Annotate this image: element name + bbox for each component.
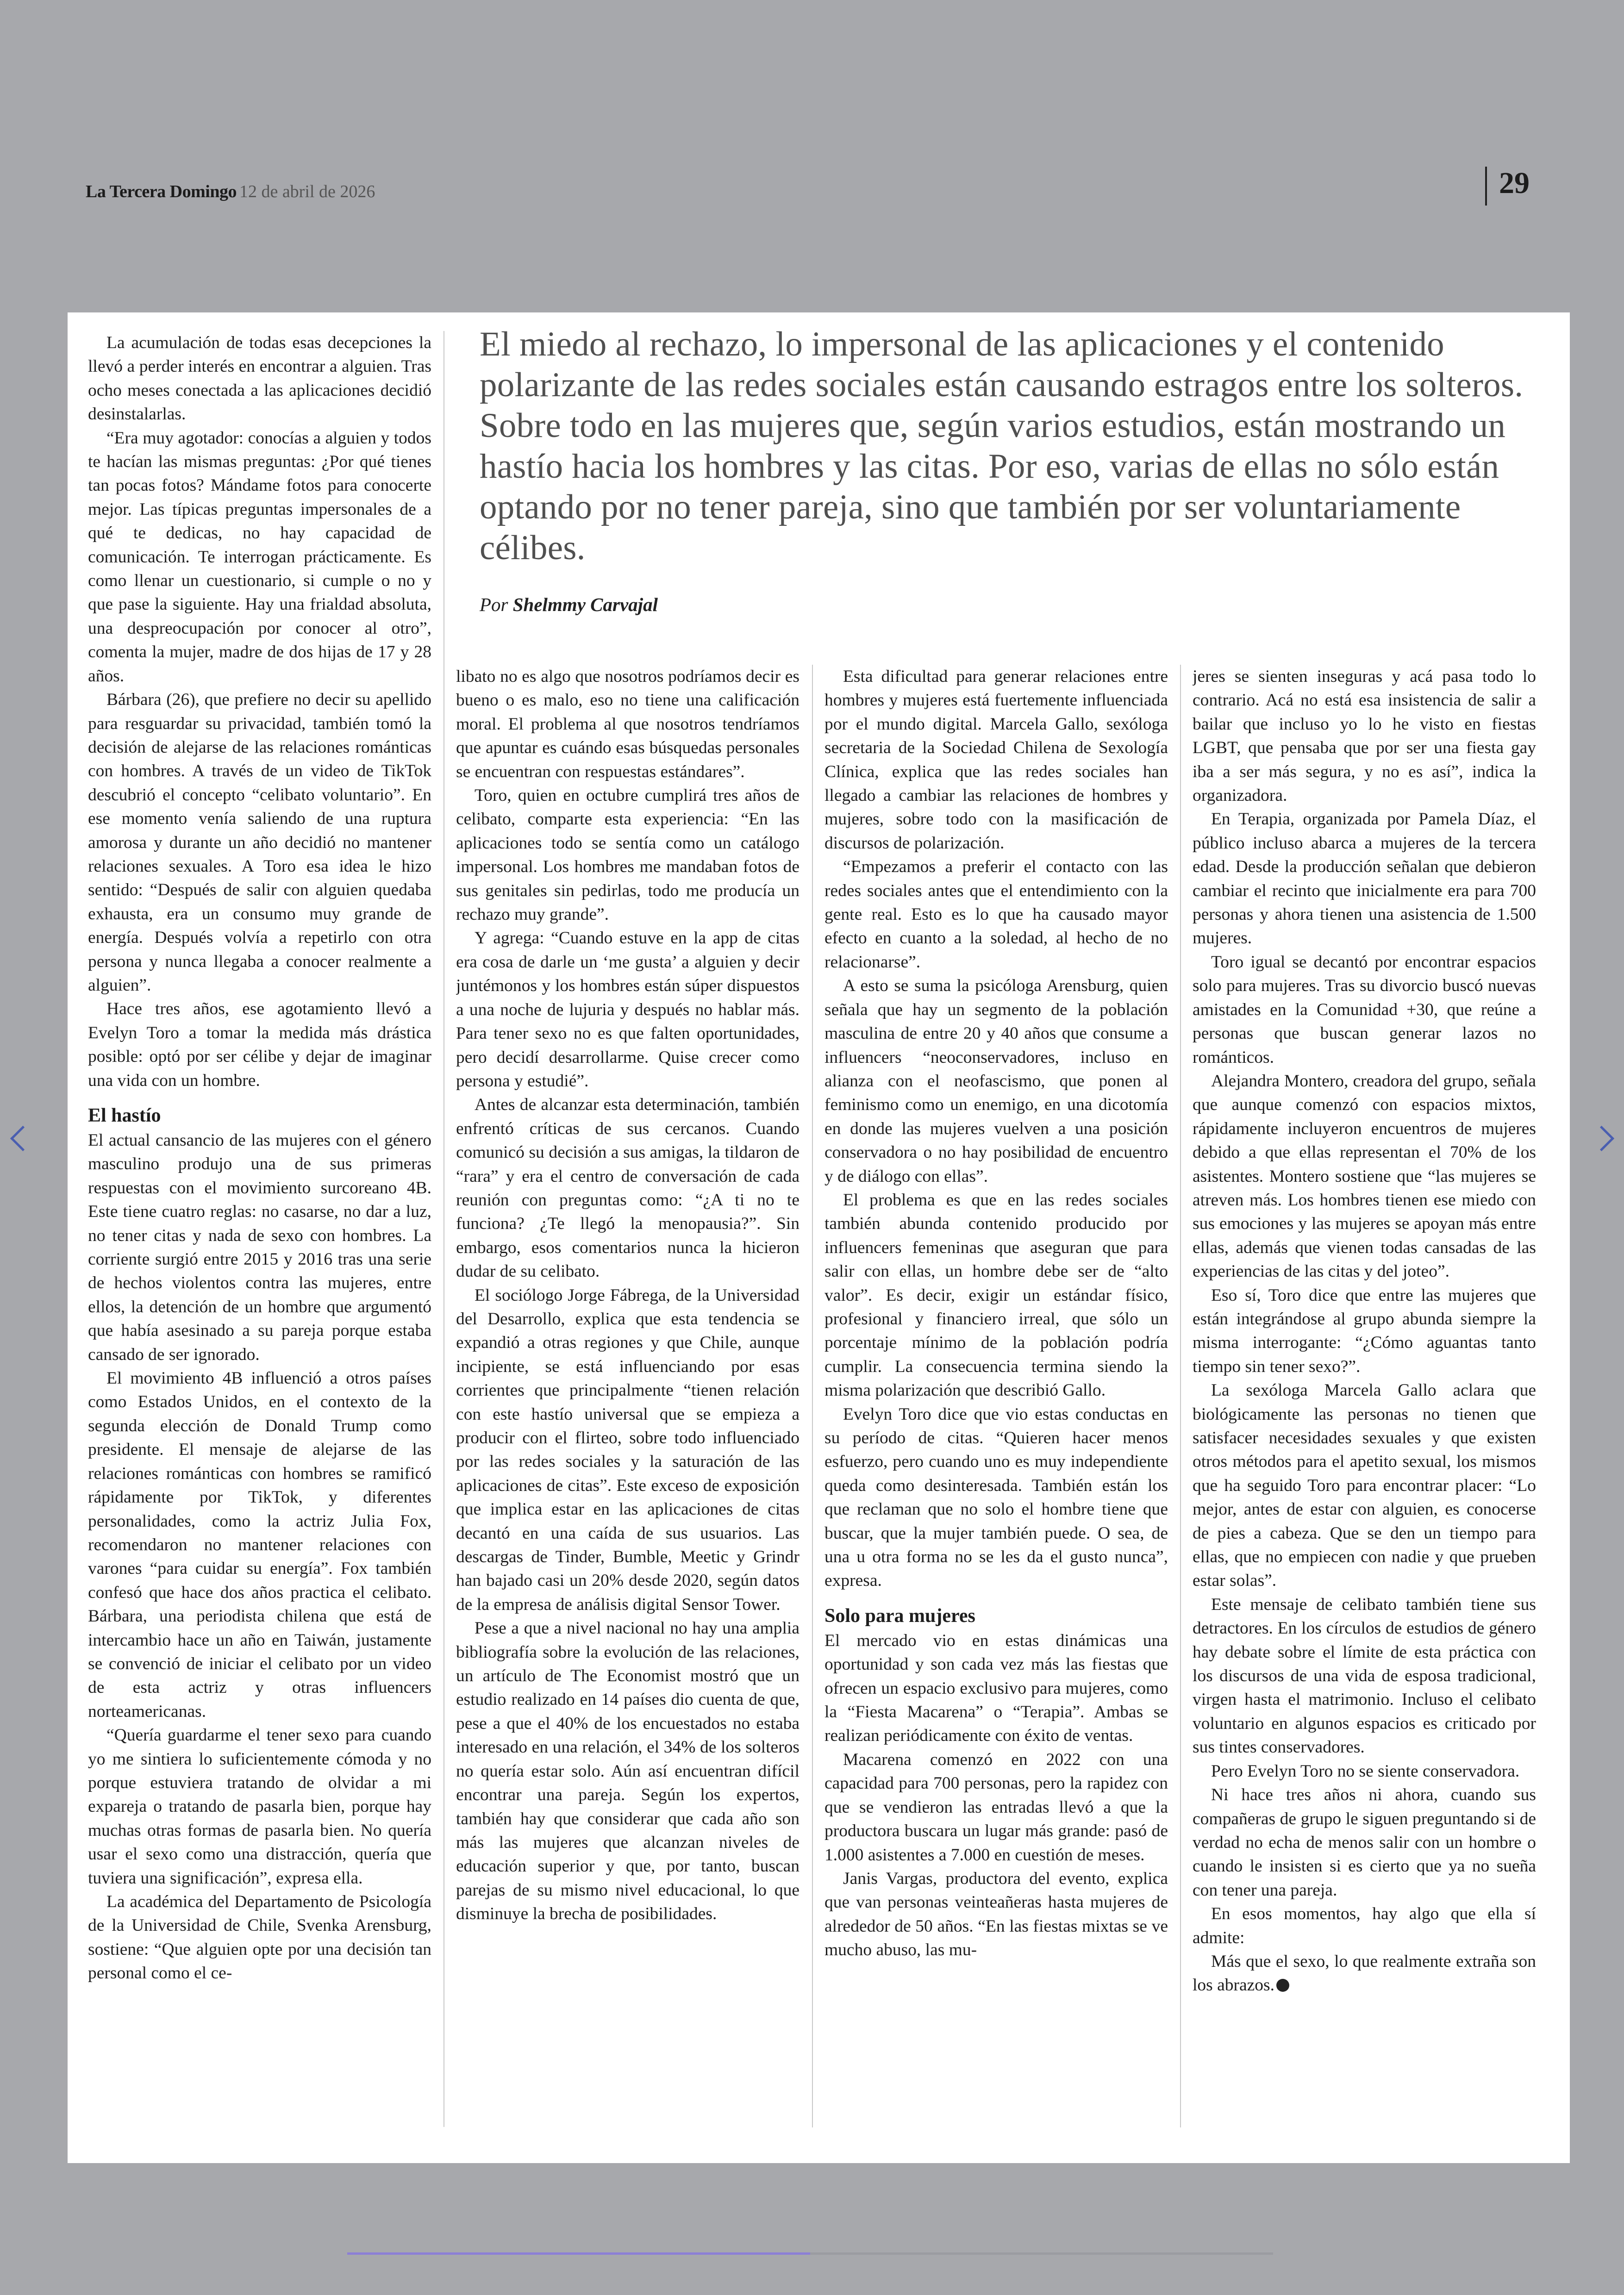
article-column-2 [456, 665, 800, 2127]
paragraph: Pero Evelyn Toro no se siente conservadora. [1211, 1761, 1520, 1781]
paragraph: Hace tres años, ese agotamiento llevó a Evelyn Toro a tomar la medida más drástica posible: optó por ser célibe y dejar de imaginar una vida con un hombre. [88, 999, 431, 1090]
paragraph: libato no es algo que nosotros podríamos decir es bueno o es malo, eso no tiene una calificación moral. El problema al que nosotros tendríamos que apuntar es cuándo esas búsquedas personales se encuentran con respuestas estándares”. [456, 667, 800, 781]
paragraph: La acumulación de todas esas decepciones la llevó a perder interés en encontrar a alguien. Tras ocho meses conectada a las aplicaciones decidió desinstalarlas. [88, 333, 431, 424]
paragraph: La académica del Departamento de Psicología de la Universidad de Chile, Svenka Arensburg, sostiene: “Que alguien opte por una decisión tan personal como el ce- [88, 1892, 431, 1983]
paragraph: En esos momentos, hay algo que ella sí admite: [1193, 1904, 1536, 1947]
reading-progress-bar[interactable] [347, 2252, 1273, 2255]
chevron-left-icon[interactable] [10, 1126, 36, 1151]
last-paragraph [1193, 1950, 1536, 1997]
column-divider [812, 665, 813, 2127]
paragraph: Toro, quien en octubre cumplirá tres años de celibato, comparte esta experiencia: “En las aplicaciones todo se sentía como un catálogo impersonal. Los hombres me mandaban fotos de sus genitales sin pedirlas, todo me producía un rechazo muy grande”. [456, 786, 800, 924]
paragraph: Pese a que a nivel nacional no hay una amplia bibliografía sobre la evolución de las relaciones, un artículo de The Economist mostró que un estudio realizado en 14 países dio cuenta de que, pese a que el 40% de los encuestados no estaba interesado en una relación, el 34% de los solteros no quería estar solo. Aún así encuentran difícil encontrar una pareja. Según los expertos, también hay que considerar que cada año son más las mujeres que alcanzan niveles de educación superior y que, por tanto, buscan parejas de su mismo nivel educacional, lo que disminuye la brecha de posibilidades. [456, 1619, 800, 1924]
subheading-solo-para-mujeres: Solo para mujeres [824, 1605, 975, 1627]
paragraph: El actual cansancio de las mujeres con el género masculino produjo una de sus primeras respuestas con el movimiento surcoreano 4B. Este tiene cuatro reglas: no casarse, no dar a luz, no tener citas y nada de sexo con hombres. La corriente surgió entre 2015 y 2016 tras una serie de hechos violentos contra las mujeres, entre ellos, la detención de un hombre que argumentó que había asesinado a su pareja porque estaba cansado de ser ignorado. [88, 1131, 431, 1364]
paragraph: Ni hace tres años ni ahora, cuando sus compañeras de grupo le siguen preguntando si de verdad no echa de menos salir con un hombre o cuando le insisten si es cierto que ya no sueña con tener una pareja. [1193, 1785, 1536, 1900]
paragraph: jeres se sienten inseguras y acá pasa todo lo contrario. Acá no está esa insistencia de salir a bailar que incluso yo lo he visto en fiestas LGBT, que pensaba que por ser una fiesta gay iba a ser más segura, y no es así”, indica la organizadora. [1193, 667, 1536, 805]
article-column-3 [824, 665, 1168, 2127]
end-of-article-icon [1276, 1979, 1289, 1992]
paragraph: Evelyn Toro dice que vio estas conductas en su período de citas. “Quieren hacer menos esfuerzo, pero cuando uno es muy independiente queda como desinteresada. También están los que reclaman que no solo el hombre tiene que buscar, que la mujer también puede. O sea, de una u otra forma no se les da el gusto nunca”, expresa. [824, 1404, 1168, 1590]
paragraph: Alejandra Montero, creadora del grupo, señala que aunque comenzó con espacios mixtos, rápidamente incluyeron encuentros de mujeres debido a que ellas representan el 70% de los asistentes. Montero sostiene que “las mujeres se atreven más. Los hombres tienen ese miedo con sus emociones y las mujeres se apoyan más entre ellas, además que vienen todas cansadas de las experiencias de las citas y del joteo”. [1193, 1071, 1536, 1281]
article-column-4 [1193, 665, 1536, 2127]
paragraph: A esto se suma la psicóloga Arensburg, quien señala que hay un segmento de la población masculina de entre 20 y 40 años que consume a influencers “neoconservadores, incluso en alianza con el neofascismo, que ponen al feminismo como un enemigo, en una dicotomía en donde las mujeres vuelven a una posición conservadora o no hay posibilidad de encuentro y de diálogo con ellas”. [824, 976, 1168, 1186]
masthead [86, 181, 375, 202]
paragraph: Janis Vargas, productora del evento, explica que van personas veinteañeras hasta mujeres de alrededor de 50 años. “En las fiestas mixtas se ve mucho abuso, las mu- [824, 1869, 1168, 1960]
page-header [86, 166, 1539, 218]
page-number: 29 [1499, 166, 1530, 200]
paragraph: Macarena comenzó en 2022 con una capacidad para 700 personas, pero la rapidez con que se vendieron las entradas llevó a que la productora buscara un lugar más grande: pasó de 1.000 asistentes a 7.000 en cuestión de meses. [824, 1750, 1168, 1865]
column-divider [443, 331, 444, 2127]
paragraph: Bárbara (26), que prefiere no decir su apellido para resguardar su privacidad, también tomó la decisión de alejarse de las relaciones románticas con hombres. A través de un video de TikTok descubrió el concepto “celibato voluntario”. En ese momento venía saliendo de una ruptura amorosa y durante un año decidió no mantener relaciones sexuales. A Toro esa idea le hizo sentido: “Después de salir con alguien quedaba exhausta, era un consumo muy grande de energía. Después volvía a repetirlo con otra persona y nunca llegaba a conocer realmente a alguien”. [88, 690, 431, 995]
paragraph: El sociólogo Jorge Fábrega, de la Universidad del Desarrollo, explica que esta tendencia se expandió a otras regiones y que Chile, aunque incipiente, se está influenciando por esas corrientes que principalmente “tienen relación con este hastío universal que se empieza a producir con el flirteo, sobre todo influenciado por las redes sociales y la saturación de las aplicaciones de citas”. Este exceso de exposición que implica estar en las aplicaciones de citas decantó en una caída de sus usuarios. Las descargas de Tinder, Bumble, Meetic y Grindr han bajado casi un 20% desde 2020, según datos de la empresa de análisis digital Sensor Tower. [456, 1285, 800, 1614]
paragraph: Y agrega: “Cuando estuve en la app de citas era cosa de darle un ‘me gusta’ a alguien y decir juntémonos y los hombres están súper dispuestos a una noche de lujuria y después no hablar más. Para tener sexo no es que falten oportunidades, pero decidí desarrollarme. Quise crecer como persona y estudié”. [456, 929, 800, 1091]
paragraph: Antes de alcanzar esta determinación, también enfrentó críticas de sus cercanos. Cuando comunicó su decisión a sus amigas, la tildaron de “rara” y era el centro de conversación de cada reunión con preguntas como: “¿A ti no te funciona? ¿Te llegó la menopausia?”. Sin embargo, esos comentarios nunca la hicieron dudar de su celibato. [456, 1095, 800, 1281]
paragraph: La sexóloga Marcela Gallo aclara que biológicamente las personas no tienen que satisfacer necesidades sexuales y que existen otros métodos para el apetito sexual, los mismos que ha seguido Toro para encontrar placer: “Lo mejor, antes de estar con alguien, es conocerse de pies a cabeza. Que se den un tiempo para ellas, que no empiecen con nadie y que prueben estar solas”. [1193, 1381, 1536, 1590]
paragraph: Este mensaje de celibato también tiene sus detractores. En los círculos de estudios de género hay debate sobre el límite de esta práctica con los discursos de una vida de esposa tradicional, virgen hasta el matrimonio. Incluso el celibato voluntario en algunos espacios es criticado por sus tintes conservadores. [1193, 1595, 1536, 1757]
paragraph: “Quería guardarme el tener sexo para cuando yo me sintiera lo suficientemente cómoda y no porque estuviera tratando de olvidar a mi expareja o tratando de pasarla bien, porque hay muchas otras formas de pasarla bien. No quería usar el sexo como una distracción, quería que tuviera una significación”, expresa ella. [88, 1726, 431, 1888]
article-headline: El miedo al rechazo, lo impersonal de las aplicaciones y el contenido polarizante de las redes sociales están causando estragos entre los solteros. Sobre todo en las mujeres que, según varios estudios, están mostrando un hastío hacia los hombres y las citas. Por eso, varias de ellas no sólo están optando por no tener pareja, sino que también por ser voluntariamente célibes. [480, 325, 1524, 567]
publication-date: 12 de abril de 2026 [239, 182, 375, 201]
author-name: Shelmmy Carvajal [512, 594, 658, 615]
paragraph: El problema es que en las redes sociales también abunda contenido producido por influencers femeninas que aseguran que para salir con ellas, un hombre debe ser de “alto valor”. Es decir, exigir un estándar físico, profesional y financiero irreal, que sólo un porcentaje mínimo de la población podría cumplir. La consecuencia termina siendo la misma polarización que describió Gallo. [824, 1190, 1168, 1400]
page-number-divider [1485, 167, 1487, 206]
column-divider [1180, 665, 1181, 2127]
paragraph: En Terapia, organizada por Pamela Díaz, el público incluso abarca a mujeres de la tercera edad. Desde la producción señalan que debieron cambiar el recinto que inicialmente era para 700 personas y ahora tienen una asistencia de 1.500 mujeres. [1193, 810, 1536, 948]
publication-name: La Tercera Domingo [86, 182, 237, 201]
reading-progress-fill [347, 2252, 810, 2255]
paragraph: “Era muy agotador: conocías a alguien y todos te hacían las mismas preguntas: ¿Por qué tienes tan pocas fotos? Mándame fotos para conocerte mejor. Las típicas preguntas impersonales de a qué te dedicas, no hay capacidad de comunicación. Te interrogan prácticamente. Es como llenar un cuestionario, si cumple o no y que pase la siguiente. Hay una frialdad absoluta, una despreocupación por conocer al otro”, comenta la mujer, madre de dos hijas de 17 y 28 años. [88, 428, 431, 686]
paragraph: “Empezamos a preferir el contacto con las redes sociales antes que el entendimiento con la gente real. Esto es lo que ha causado mayor efecto en cuanto a la soledad, al hecho de no relacionarse”. [824, 857, 1168, 972]
paragraph: Eso sí, Toro dice que entre las mujeres que están integrándose al grupo abunda siempre la misma interrogante: “¿Cómo aguantas tanto tiempo sin tener sexo?”. [1193, 1285, 1536, 1376]
byline [480, 593, 658, 616]
paragraph: El mercado vio en estas dinámicas una oportunidad y son cada vez más las fiestas que ofrecen un espacio exclusivo para mujeres, como la “Fiesta Macarena” o “Terapia”. Ambas se realizan periódicamente con éxito de ventas. [824, 1631, 1168, 1746]
article-column-1 [88, 331, 431, 2127]
subheading-hastio: El hastío [88, 1105, 161, 1126]
paragraph: Esta dificultad para generar relaciones entre hombres y mujeres está fuertemente influenciada por el mundo digital. Marcela Gallo, sexóloga secretaria de la Sociedad Chilena de Sexología Clínica, explica que las redes sociales han llegado a cambiar las relaciones de hombres y mujeres, sobre todo con la masificación de discursos de polarización. [824, 667, 1168, 853]
closing-text: Más que el sexo, lo que realmente extraña son los abrazos. [1193, 1952, 1536, 1995]
paragraph: El movimiento 4B influenció a otros países como Estados Unidos, en el contexto de la segunda elección de Donald Trump como presidente. El mensaje de alejarse de las relaciones románticas con hombres se ramificó rápidamente por TikTok, y diferentes personalidades, como la actriz Julia Fox, recomendaron no mantener relaciones con varones “para cuidar su energía”. Fox también confesó que hace dos años practica el celibato. Bárbara, una periodista chilena que está de intercambio hace un año en Taiwán, justamente se convenció de iniciar el celibato por un video de esta actriz y otras influencers norteamericanas. [88, 1369, 431, 1721]
chevron-right-icon[interactable] [1589, 1126, 1614, 1151]
paragraph: Toro igual se decantó por encontrar espacios solo para mujeres. Tras su divorcio buscó nuevas amistades en la Comunidad +30, que reúne a personas que buscan generar lazos no románticos. [1193, 952, 1536, 1067]
byline-prefix: Por [480, 594, 508, 615]
